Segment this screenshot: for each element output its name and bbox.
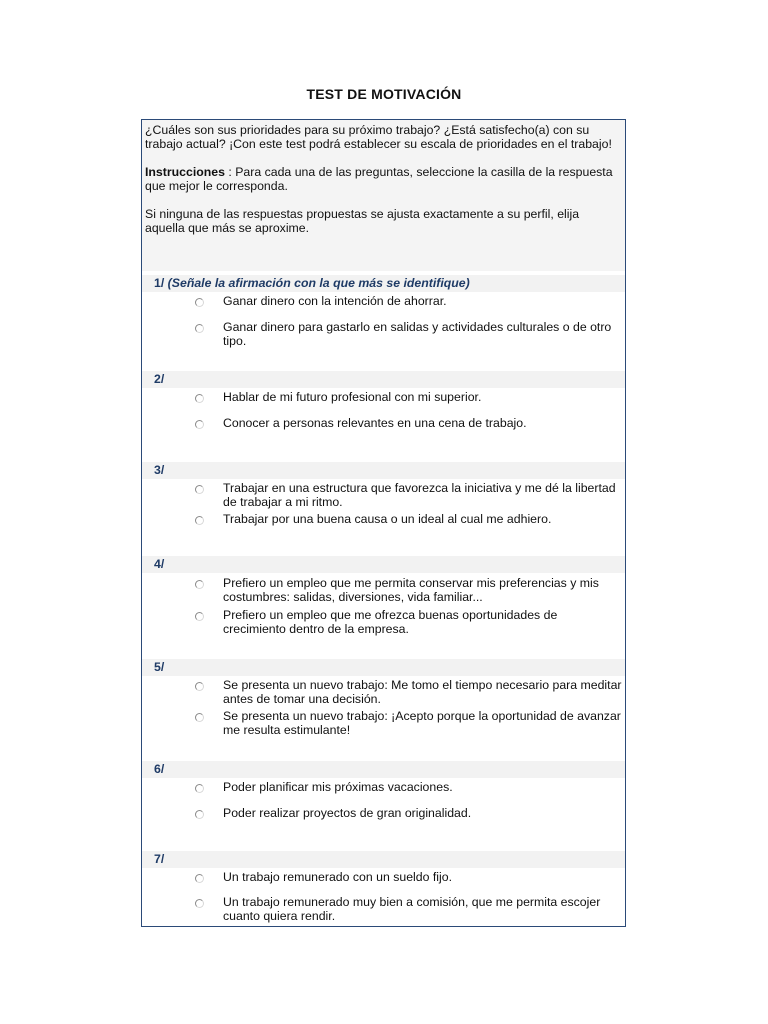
option-label: Poder realizar proyectos de gran originalidad. <box>223 806 472 820</box>
option-label: Conocer a personas relevantes en una cena de trabajo. <box>223 416 527 430</box>
fallback-paragraph: Si ninguna de las respuestas propuestas se ajusta exactamente a su perfil, elija aquella que más se aproxime. <box>145 207 580 235</box>
instructions-paragraph <box>145 165 621 193</box>
option-label: Ganar dinero con la intención de ahorrar. <box>223 294 447 308</box>
question-number: 1/ <box>154 276 165 290</box>
radio-button[interactable] <box>195 899 204 908</box>
radio-button[interactable] <box>195 713 204 722</box>
question-header <box>142 659 625 676</box>
page-title: TEST DE MOTIVACIÓN <box>306 86 462 102</box>
radio-button[interactable] <box>195 394 204 403</box>
option-label: Prefiero un empleo que me permita conservar mis preferencias y mis costumbres: salidas, diversiones, vida familiar... <box>223 576 599 604</box>
question-number: 4/ <box>154 557 165 571</box>
radio-button[interactable] <box>195 298 204 307</box>
option-label: Trabajar en una estructura que favorezca la iniciativa y me dé la libertad de trabajar a mi ritmo. <box>223 481 616 509</box>
radio-button[interactable] <box>195 810 204 819</box>
question-hint: (Señale la afirmación con la que más se identifique) <box>164 276 470 290</box>
question-number: 2/ <box>154 372 165 386</box>
intro-paragraph: ¿Cuáles son sus prioridades para su próximo trabajo? ¿Está satisfecho(a) con su trabajo actual? ¡Con este test podrá establecer su escala de prioridades en el trabajo! <box>145 123 612 151</box>
radio-button[interactable] <box>195 516 204 525</box>
question-1 <box>142 275 625 348</box>
radio-button[interactable] <box>195 485 204 494</box>
option-label: Un trabajo remunerado con un sueldo fijo. <box>223 870 452 884</box>
question-number: 7/ <box>154 852 165 866</box>
option-label: Ganar dinero para gastarlo en salidas y actividades culturales o de otro tipo. <box>223 320 612 348</box>
question-header <box>142 371 625 388</box>
option-label: Se presenta un nuevo trabajo: ¡Acepto porque la oportunidad de avanzar me resulta estimulante! <box>223 709 621 737</box>
question-number: 5/ <box>154 660 165 674</box>
questionnaire-frame <box>141 119 626 927</box>
instructions-label: Instrucciones <box>145 165 225 179</box>
option-label: Prefiero un empleo que me ofrezca buenas oportunidades de crecimiento dentro de la empresa. <box>223 608 558 636</box>
intro-section <box>142 120 625 271</box>
question-7 <box>142 851 625 923</box>
instructions-text: : Para cada una de las preguntas, seleccione la casilla de la respuesta que mejor le corresponda. <box>145 165 613 193</box>
question-header <box>142 851 625 868</box>
question-number: 6/ <box>154 762 165 776</box>
radio-button[interactable] <box>195 612 204 621</box>
radio-button[interactable] <box>195 580 204 589</box>
radio-button[interactable] <box>195 784 204 793</box>
radio-button[interactable] <box>195 682 204 691</box>
question-5 <box>142 659 625 737</box>
question-3 <box>142 462 625 526</box>
radio-button[interactable] <box>195 420 204 429</box>
question-6 <box>142 761 625 820</box>
question-2 <box>142 371 625 430</box>
option-label: Trabajar por una buena causa o un ideal al cual me adhiero. <box>223 512 552 526</box>
option-label: Poder planificar mis próximas vacaciones. <box>223 780 453 794</box>
radio-button[interactable] <box>195 874 204 883</box>
question-header <box>142 556 625 573</box>
question-number: 3/ <box>154 463 165 477</box>
question-header <box>142 275 625 292</box>
radio-button[interactable] <box>195 324 204 333</box>
option-label: Un trabajo remunerado muy bien a comisión, que me permita escojer cuanto quiera rendir. <box>223 895 601 923</box>
question-header <box>142 462 625 479</box>
question-header <box>142 761 625 778</box>
option-label: Se presenta un nuevo trabajo: Me tomo el tiempo necesario para meditar antes de tomar una decisión. <box>223 678 622 706</box>
question-4 <box>142 556 625 636</box>
option-label: Hablar de mi futuro profesional con mi superior. <box>223 390 482 404</box>
